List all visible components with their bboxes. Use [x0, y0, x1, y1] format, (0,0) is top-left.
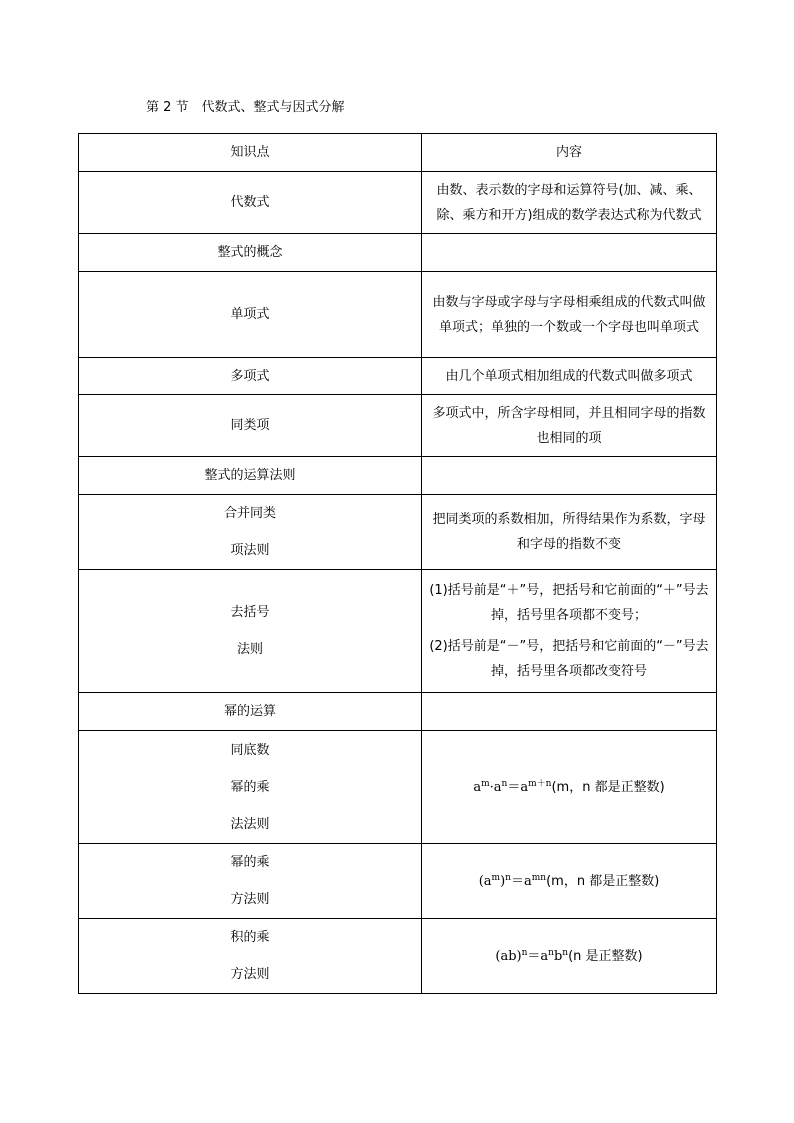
knowledge-point-cell — [79, 395, 422, 457]
knowledge-point-label: 法法则 — [230, 816, 270, 832]
table-row — [79, 457, 717, 495]
content-cell — [422, 234, 717, 272]
knowledge-point-cell — [79, 919, 422, 994]
content-cell — [422, 693, 717, 731]
knowledge-point-cell — [79, 495, 422, 570]
table-row — [79, 272, 717, 358]
content-text: 由数与字母或字母与字母相乘组成的代数式叫做单项式；单独的一个数或一个字母也叫单项式 — [432, 294, 706, 335]
knowledge-point-label: 同类项 — [230, 418, 270, 433]
table-row — [79, 731, 717, 844]
content-text: 由几个单项式相加组成的代数式叫做多项式 — [445, 368, 693, 384]
content-cell — [422, 358, 717, 395]
content-text: 多项式中，所含字母相同，并且相同字母的指数也相同的项 — [432, 405, 706, 446]
knowledge-point-label: 法则 — [236, 642, 263, 657]
knowledge-point-cell — [79, 234, 422, 272]
content-cell — [422, 395, 717, 457]
content-cell — [422, 272, 717, 358]
table-row — [79, 693, 717, 731]
table-row — [79, 172, 717, 234]
table-row — [79, 395, 717, 457]
knowledge-point-cell — [79, 358, 422, 395]
header-knowledge-point: 知识点 — [79, 134, 422, 172]
content-text: 把同类项的系数相加，所得结果作为系数，字母和字母的指数不变 — [432, 512, 706, 552]
knowledge-point-cell — [79, 272, 422, 358]
power-rule-formula: $(a^m)^n=a^{mn}(m$，n 都是正整数) — [478, 872, 660, 889]
knowledge-point-label: 同底数 — [230, 742, 270, 758]
content-text: (2)括号前是“－”号，把括号和它前面的“－”号去掉，括号里各项都改变符号 — [429, 639, 709, 679]
header-content: 内容 — [422, 134, 717, 172]
knowledge-point-label: 方法则 — [230, 967, 270, 982]
content-cell — [422, 844, 717, 919]
table-row — [79, 570, 717, 693]
content-text: 由数、表示数的字母和运算符号(加、减、乘、除、乘方和开方)组成的数学表达式称为代数式 — [436, 182, 702, 223]
content-cell — [422, 457, 717, 495]
content-text: (1)括号前是“＋”号，把括号和它前面的“＋”号去掉，括号里各项都不变号； — [429, 583, 709, 623]
knowledge-point-label: 积的乘 — [230, 930, 270, 945]
knowledge-point-cell — [79, 570, 422, 693]
knowledge-point-label: 单项式 — [230, 307, 270, 322]
content-cell — [422, 172, 717, 234]
knowledge-point-label: 代数式 — [230, 195, 270, 210]
content-cell — [422, 570, 717, 693]
content-cell — [422, 731, 717, 844]
knowledge-point-cell — [79, 457, 422, 495]
knowledge-table — [78, 133, 717, 994]
product-power-formula: $(ab)^n=a^nb^n(n$ 是正整数) — [495, 947, 643, 964]
table-row — [79, 495, 717, 570]
knowledge-point-label: 整式的运算法则 — [204, 468, 296, 483]
knowledge-point-label: 去括号 — [230, 605, 270, 620]
content-cell — [422, 495, 717, 570]
content-cell — [422, 919, 717, 994]
table-row — [79, 358, 717, 395]
knowledge-point-label: 项法则 — [230, 543, 270, 558]
knowledge-point-label: 幂的运算 — [223, 704, 276, 719]
section-heading: 第 2 节 代数式、整式与因式分解 — [146, 100, 345, 115]
knowledge-point-cell — [79, 693, 422, 731]
knowledge-point-label: 幂的乘 — [230, 779, 270, 795]
knowledge-point-cell — [79, 844, 422, 919]
knowledge-point-label: 方法则 — [230, 892, 270, 907]
table-row — [79, 844, 717, 919]
table-row — [79, 919, 717, 994]
product-rule-formula: $a^m\cdot a^n=a^{m+n}(m$，n 都是正整数) — [473, 778, 665, 795]
knowledge-point-label: 整式的概念 — [217, 245, 283, 260]
knowledge-point-cell — [79, 731, 422, 844]
table-row — [79, 234, 717, 272]
table-header-row — [79, 134, 717, 172]
knowledge-point-cell — [79, 172, 422, 234]
knowledge-point-label: 多项式 — [230, 368, 270, 384]
knowledge-point-label: 合并同类 — [223, 506, 276, 521]
knowledge-point-label: 幂的乘 — [230, 855, 270, 870]
